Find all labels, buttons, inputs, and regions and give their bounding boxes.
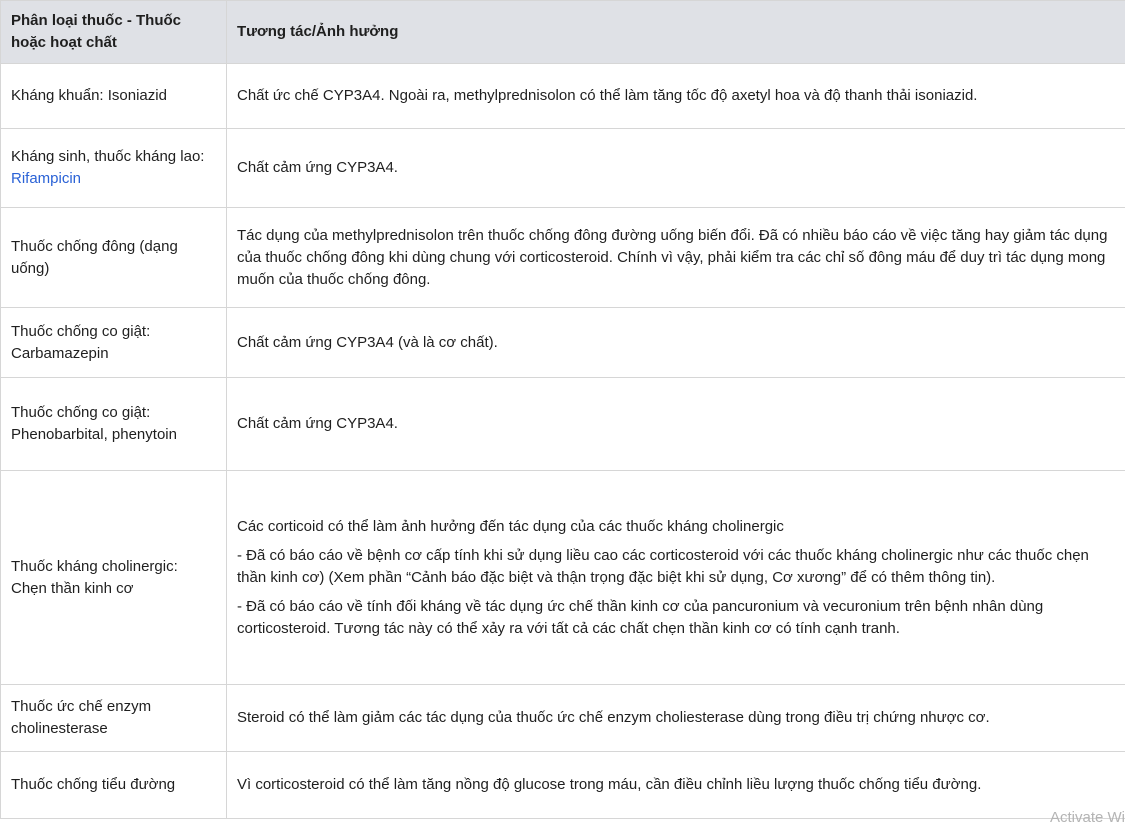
drug-label: Kháng sinh, thuốc kháng lao:	[11, 148, 205, 165]
drug-cell: Thuốc chống co giật: Phenobarbital, phenytoin	[1, 378, 227, 471]
table-header-row	[1, 1, 1125, 64]
effect-text: Chất ức chế CYP3A4. Ngoài ra, methylprednisolon có thể làm tăng tốc độ axetyl hoa và độ thanh thải isoniazid.	[237, 87, 978, 104]
effect-cell	[227, 685, 1125, 752]
effect-text: Steroid có thể làm giảm các tác dụng của thuốc ức chế enzym choliesterase dùng trong điều trị chứng nhược cơ.	[237, 709, 990, 726]
drug-cell: Thuốc chống co giật: Carbamazepin	[1, 308, 227, 378]
effect-text: Các corticoid có thể làm ảnh hưởng đến tác dụng của các thuốc kháng cholinergic	[237, 517, 784, 535]
effect-cell	[227, 752, 1125, 819]
effect-cell	[227, 471, 1125, 685]
effect-cell	[227, 64, 1125, 129]
effect-cell	[227, 378, 1125, 471]
table-row	[1, 471, 1125, 685]
activate-windows-watermark: Activate Wi	[1049, 809, 1125, 826]
rifampicin-link[interactable]: Rifampicin	[11, 170, 82, 187]
drug-cell: Kháng khuẩn: Isoniazid	[1, 64, 227, 129]
table-row	[1, 129, 1125, 208]
effect-text: - Đã có báo cáo về tính đối kháng về tác dụng ức chế thần kinh cơ của pancuronium và vecuronium trên bệnh nhân dùng corticosteroid. Tương tác này có thể xảy ra với tất cả các chất chẹn thần kinh cơ có tính cạnh tranh.	[237, 597, 1044, 637]
effect-text: - Đã có báo cáo về bệnh cơ cấp tính khi sử dụng liều cao các corticosteroid với các thuốc kháng cholinergic như các thuốc chẹn thần kinh cơ) (Xem phần “Cảnh báo đặc biệt và thận trọng đặc biệt khi sử dụng, Cơ xương” để có thêm thông tin).	[237, 546, 1089, 586]
table-row	[1, 752, 1125, 819]
effect-text: Vì corticosteroid có thể làm tăng nồng độ glucose trong máu, cần điều chỉnh liều lượng thuốc chống tiểu đường.	[237, 776, 982, 793]
drug-cell: Thuốc chống tiểu đường	[1, 752, 227, 819]
drug-cell	[1, 129, 227, 208]
effect-cell	[227, 208, 1125, 308]
effect-text: Chất cảm ứng CYP3A4.	[237, 159, 398, 176]
table-row	[1, 64, 1125, 129]
table-row	[1, 685, 1125, 752]
drug-cell: Thuốc chống đông (dạng uống)	[1, 208, 227, 308]
effect-text: Chất cảm ứng CYP3A4.	[237, 415, 398, 432]
drug-cell: Thuốc ức chế enzym cholinesterase	[1, 685, 227, 752]
effect-text: Chất cảm ứng CYP3A4 (và là cơ chất).	[237, 333, 498, 351]
table-row	[1, 208, 1125, 308]
effect-cell	[227, 308, 1125, 378]
drug-cell: Thuốc kháng cholinergic: Chẹn thần kinh cơ	[1, 471, 227, 685]
table-row	[1, 378, 1125, 471]
effect-cell	[227, 129, 1125, 208]
header-drug-class: Phân loại thuốc - Thuốc hoặc hoạt chất	[1, 1, 227, 64]
effect-text: Tác dụng của methylprednisolon trên thuốc chống đông đường uống biến đổi. Đã có nhiều báo cáo về việc tăng hay giảm tác dụng của thuốc chống đông khi dùng chung với corticosteroid. Chính vì vậy, phải kiểm tra các chỉ số đông máu để duy trì tác dụng mong muốn của thuốc chống đông.	[237, 226, 1108, 288]
header-interaction: Tương tác/Ảnh hưởng	[227, 1, 1125, 64]
table-row	[1, 308, 1125, 378]
